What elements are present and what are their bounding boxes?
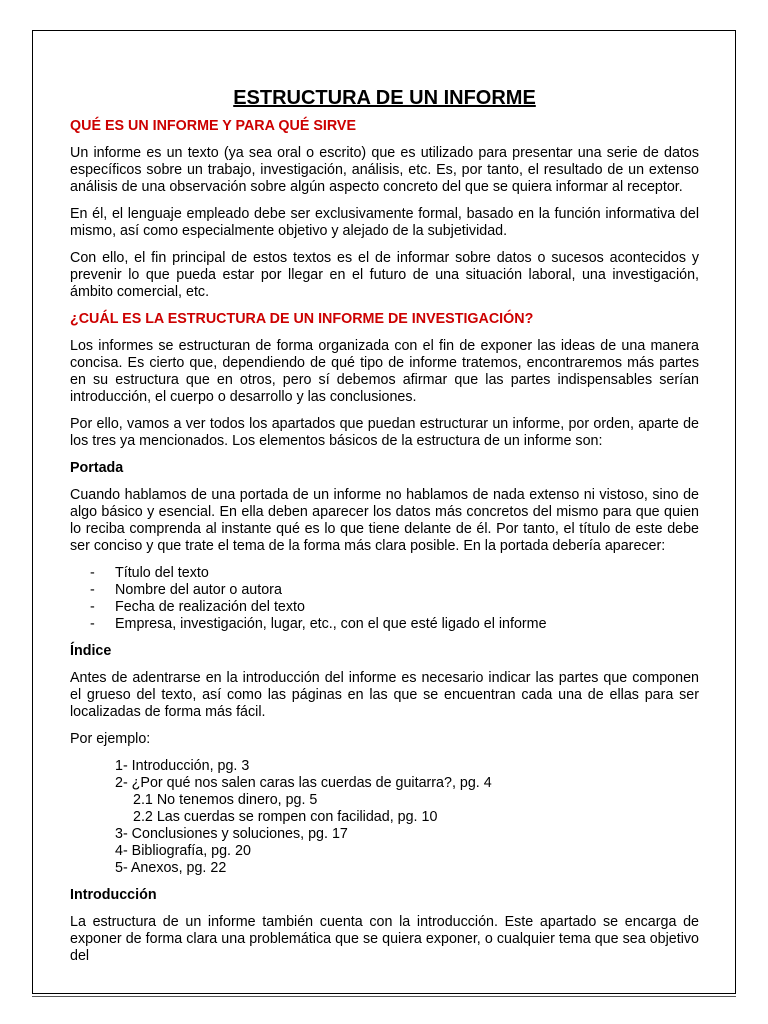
index-entry: 2- ¿Por qué nos salen caras las cuerdas de guitarra?, pg. 4 [115, 775, 492, 791]
example-label: Por ejemplo: [70, 731, 151, 747]
paragraph: Un informe es un texto (ya sea oral o escrito) que es utilizado para presentar una serie de datos específicos sobre un trabajo, investigación, análisis, etc. Es, por tanto, el resultado de un extenso análisis de una observación sobre algún aspecto concreto del que se quiera informar al receptor. [70, 145, 699, 195]
paragraph: Los informes se estructuran de forma organizada con el fin de exponer las ideas de una manera concisa. Es cierto que, dependiendo de qué tipo de informe tratemos, encontraremos más partes en su estructura que en otros, pero sí debemos afirmar que las partes indispensables serían introducción, el cuerpo o desarrollo y las conclusiones. [70, 338, 699, 405]
index-entry: 5- Anexos, pg. 22 [115, 860, 227, 876]
portada-list [70, 565, 699, 633]
paragraph: En él, el lenguaje empleado debe ser exclusivamente formal, basado en la función informativa del mismo, así como especialmente objetivo y alejado de la subjetividad. [70, 206, 699, 239]
list-item: - Título del texto [70, 565, 699, 582]
paragraph: La estructura de un informe también cuenta con la introducción. Este apartado se encarga de exponer de forma clara una problemática que se quiera exponer, o cualquier tema que sea objetivo del [70, 914, 699, 964]
document-body [70, 86, 699, 975]
index-entry: 1- Introducción, pg. 3 [115, 758, 250, 774]
index-subentry: 2.2 Las cuerdas se rompen con facilidad, pg. 10 [133, 809, 438, 825]
list-item: - Nombre del autor o autora [70, 582, 699, 599]
section-heading-structure: ¿CUÁL ES LA ESTRUCTURA DE UN INFORME DE INVESTIGACIÓN? [70, 311, 534, 327]
list-item: - Empresa, investigación, lugar, etc., con el que esté ligado el informe [70, 616, 699, 633]
paragraph: Por ello, vamos a ver todos los apartados que puedan estructurar un informe, por orden, aparte de los tres ya mencionados. Los elementos básicos de la estructura de un informe son: [70, 416, 699, 449]
paragraph: Con ello, el fin principal de estos textos es el de informar sobre datos o sucesos acontecidos y prevenir lo que pueda estar por llegar en el futuro de una situación laboral, una investigación, ámbito comercial, etc. [70, 250, 699, 300]
page-bottom-rule [32, 996, 736, 997]
paragraph: Cuando hablamos de una portada de un informe no hablamos de nada extenso ni vistoso, sino de algo básico y esencial. En ella deben aparecer los datos más concretos del mismo para que quien lo reciba comprenda al instante qué es lo que tiene delante de él. Por tanto, el título de este debe ser conciso y que trate el tema de la forma más clara posible. En la portada debería aparecer: [70, 487, 699, 554]
index-example-list [70, 758, 699, 877]
list-item: - Fecha de realización del texto [70, 599, 699, 616]
subheading-indice: Índice [70, 643, 112, 659]
section-heading-what-is-report: QUÉ ES UN INFORME Y PARA QUÉ SIRVE [70, 118, 356, 134]
index-entry: 4- Bibliografía, pg. 20 [115, 843, 251, 859]
subheading-introduccion: Introducción [70, 887, 157, 903]
subheading-portada: Portada [70, 460, 124, 476]
index-entry: 3- Conclusiones y soluciones, pg. 17 [115, 826, 348, 842]
index-subentry: 2.1 No tenemos dinero, pg. 5 [133, 792, 318, 808]
paragraph: Antes de adentrarse en la introducción del informe es necesario indicar las partes que componen el grueso del texto, así como las páginas en las que se encuentran cada una de ellas para ser localizadas de forma más fácil. [70, 670, 699, 720]
document-title: ESTRUCTURA DE UN INFORME [233, 87, 536, 109]
